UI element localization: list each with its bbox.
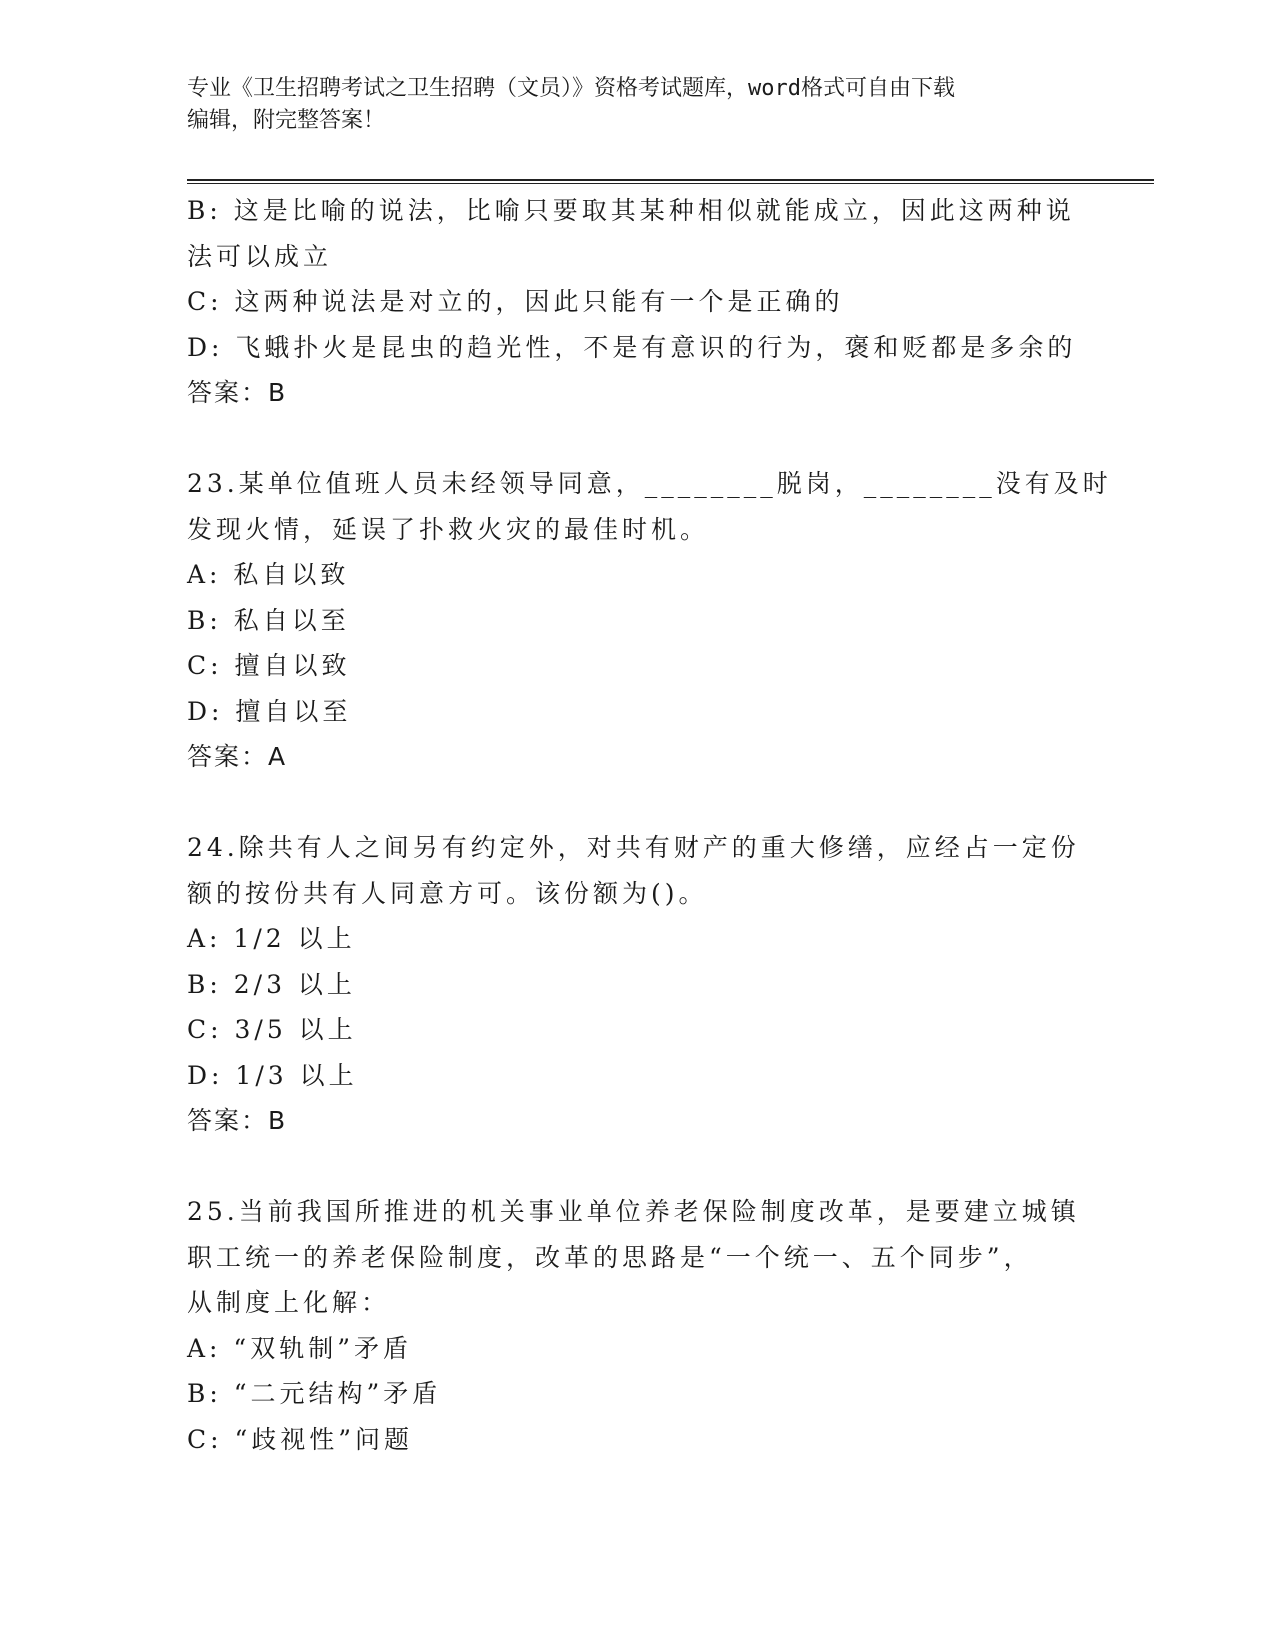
option-d: D: 1/3 以上 [187, 1060, 358, 1090]
question-stem-line: 24.除共有人之间另有约定外，对共有财产的重大修缮，应经占一定份 [187, 833, 1080, 862]
question-stem-line: 额的按份共有人同意方可。该份额为()。 [187, 878, 708, 908]
question-23 [187, 461, 1112, 780]
spacer [187, 416, 1067, 462]
question-stem-line: 从制度上化解： [187, 1288, 391, 1317]
answer-line: 答案：A [187, 742, 288, 771]
document-header [187, 73, 1087, 137]
header-title-line-1: 专业《卫生招聘考试之卫生招聘（文员）》资格考试题库，word格式可自由下载 [187, 76, 955, 101]
option-b-line-1: B: 这是比喻的说法，比喻只要取其某种相似就能成立，因此这两种说 [187, 196, 1075, 225]
option-c: C: “歧视性”问题 [187, 1424, 414, 1454]
question-22-continuation [187, 188, 1077, 416]
option-b: B: 2/3 以上 [187, 969, 356, 999]
header-divider [187, 179, 1154, 184]
option-c: C: 这两种说法是对立的，因此只能有一个是正确的 [187, 287, 844, 316]
option-b-line-2: 法可以成立 [187, 241, 333, 271]
question-stem-line: 发现火情，延误了扑救火灾的最佳时机。 [187, 514, 710, 544]
option-d: D: 飞蛾扑火是昆虫的趋光性，不是有意识的行为，褒和贬都是多余的 [187, 332, 1077, 362]
question-stem-line: 25.当前我国所推进的机关事业单位养老保险制度改革，是要建立城镇 [187, 1197, 1080, 1226]
option-a: A: 私自以致 [187, 560, 350, 589]
spacer [187, 1144, 1067, 1190]
spacer [187, 780, 1067, 826]
answer-line: 答案：B [187, 378, 288, 407]
answer-line: 答案：B [187, 1106, 288, 1135]
option-b: B: “二元结构”矛盾 [187, 1379, 442, 1408]
option-a: A: 1/2 以上 [187, 924, 356, 953]
option-b: B: 私自以至 [187, 605, 350, 635]
option-a: A: “双轨制”矛盾 [187, 1333, 412, 1363]
question-25 [187, 1189, 1080, 1462]
question-24 [187, 825, 1080, 1144]
document-body [187, 188, 1112, 1462]
question-stem-line: 职工统一的养老保险制度，改革的思路是“一个统一、五个同步”， [187, 1242, 1033, 1272]
option-d: D: 擅自以至 [187, 696, 352, 726]
option-c: C: 擅自以致 [187, 651, 351, 680]
question-stem-line: 23.某单位值班人员未经领导同意，________脱岗，________没有及时 [187, 469, 1112, 498]
header-title-line-2: 编辑，附完整答案！ [187, 108, 386, 133]
option-c: C: 3/5 以上 [187, 1015, 357, 1044]
